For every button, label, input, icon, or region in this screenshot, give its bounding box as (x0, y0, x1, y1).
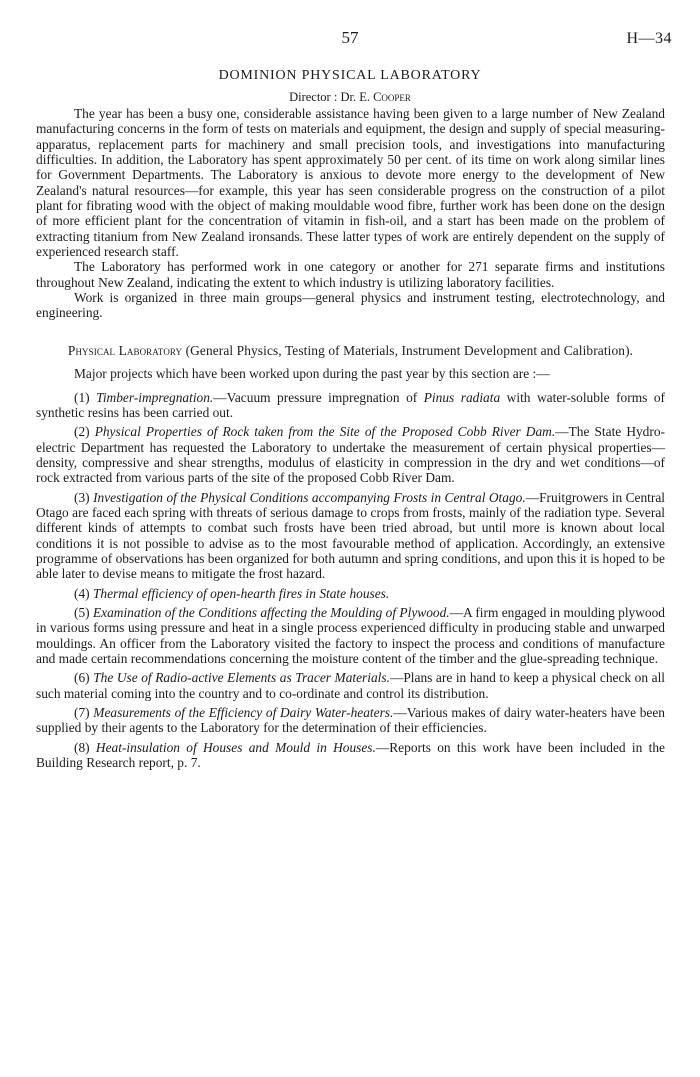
item-title: Thermal efficiency of open-hearth fires in State houses. (92, 585, 390, 601)
section-heading-subtitle: (General Physics, Testing of Materials, Instrument Development and Calibration). (182, 342, 634, 358)
list-item (36, 670, 665, 701)
document-body (36, 106, 665, 770)
item-text: —Vacuum pressure impregnation of (213, 389, 424, 405)
item-number: (3) (74, 489, 94, 505)
item-title: Heat-insulation of Houses and Mould in Houses. (95, 739, 376, 755)
director-line (0, 90, 700, 105)
list-item (36, 390, 665, 421)
item-number: (8) (74, 739, 96, 755)
item-title: Investigation of the Physical Conditions accompanying Frosts in Central Otago. (93, 489, 526, 505)
section-heading (36, 343, 665, 358)
item-text: —Reports on this work have been included in the Building Research report, p. 7. (36, 739, 665, 771)
item-number: (2) (74, 424, 95, 440)
intro-paragraph-3: Work is organized in three main groups—general physics and instrument testing, electrotechnology, and engineering. (36, 290, 665, 321)
section-lead: Major projects which have been worked upon during the past year by this section are :— (74, 366, 550, 382)
list-item (36, 490, 665, 582)
list-item (36, 586, 665, 601)
item-title: Examination of the Conditions affecting the Moulding of Plywood. (92, 604, 450, 620)
item-text: —Fruitgrowers in Central Otago are faced each spring with threats of serious damage to crops from frosts, mainly of the radiation type. Several different kinds of attempts to combat such frosts have been tried abroad, but until more is known about local conditions it is not possible to advise as to the most favourable method of application. Accordingly, an extensive programme of observations has been organized for both autumn and spring conditions, and upon this it is hoped to be able later to devise means to mitigate the frost hazard. (36, 489, 666, 582)
page-title: DOMINION PHYSICAL LABORATORY (218, 68, 482, 83)
list-item (36, 705, 665, 736)
list-item (36, 740, 665, 771)
director-name-prefix: Dr. E. (340, 90, 370, 104)
item-title: Physical Properties of Rock taken from the Site of the Proposed Cobb River Dam. (94, 424, 556, 440)
item-text: —Plans are in hand to keep a physical check on all such material coming into the country and to co-ordinate and control its distribution. (36, 670, 666, 701)
list-item (36, 424, 665, 485)
intro-paragraph-2: The Laboratory has performed work in one category or another for 271 separate firms and institutions throughout New Zealand, indicating the extent to which industry is utilizing laboratory facilities. (36, 259, 665, 290)
director-label: Director : (289, 90, 338, 104)
item-number: (7) (74, 705, 94, 721)
item-number: (5) (74, 604, 93, 620)
item-number: (6) (74, 670, 94, 686)
item-text: —A firm engaged in moulding plywood in various forms using pressure and heat in a single process experienced difficulty in producing stable and unwarped mouldings. An officer from the Laboratory visited the factory to inspect the process and conditions of manufacture and made certain recommendations concerning the moisture content of the timber and the glue-spreading technique. (36, 604, 665, 666)
item-number: (1) (74, 389, 97, 405)
intro-paragraph-1: The year has been a busy one, considerable assistance having been given to a large number of New Zealand manufacturing concerns in the form of tests on materials and equipment, the design and supply of special measuring-apparatus, replacement parts for machinery and small precision tools, and investigations into manufacturing difficulties. In addition, the Laboratory has spent approximately 50 per cent. of its time on work along similar lines for Government Departments. The Laboratory is anxious to devote more energy to the development of New Zealand's natural resources—for example, this year has seen considerable progress on the construction of a pilot plant for fibrating wood with the object of making mouldable wood fibre, further work has been done on the design of more efficient plant for the concentration of vitamin in fish-oil, and a start has been made on the problem of extracting titanium from New Zealand ironsands. These latter types of work are entirely dependent on the supply of experienced research staff. (36, 106, 665, 260)
page-number: 57 (341, 28, 359, 47)
document-reference: H—34 (626, 30, 672, 47)
item-number: (4) (74, 585, 93, 601)
item-title: The Use of Radio-active Elements as Tracer Materials. (93, 670, 390, 686)
item-title: Measurements of the Efficiency of Dairy Water-heaters. (93, 705, 394, 721)
item-text: —The State Hydro-electric Department has requested the Laboratory to undertake the measurement of certain physical properties—density, compressive and shear strengths, modulus of elasticity in compression in the dry and wet conditions—of rock extracted from various parts of the site of the proposed Cobb River Dam. (36, 424, 665, 486)
item-text-continued: with water-soluble forms of synthetic resins has been carried out. (36, 389, 665, 420)
list-item (36, 605, 665, 666)
section-heading-title: Physical Laboratory (67, 342, 183, 358)
item-title: Timber-impregnation. (96, 389, 214, 405)
item-italic-term: Pinus radiata (423, 389, 501, 405)
director-name-surname: Cooper (373, 90, 411, 104)
item-text: —Various makes of dairy water-heaters have been supplied by their agents to the Laboratory for the determination of their efficiencies. (36, 705, 665, 736)
